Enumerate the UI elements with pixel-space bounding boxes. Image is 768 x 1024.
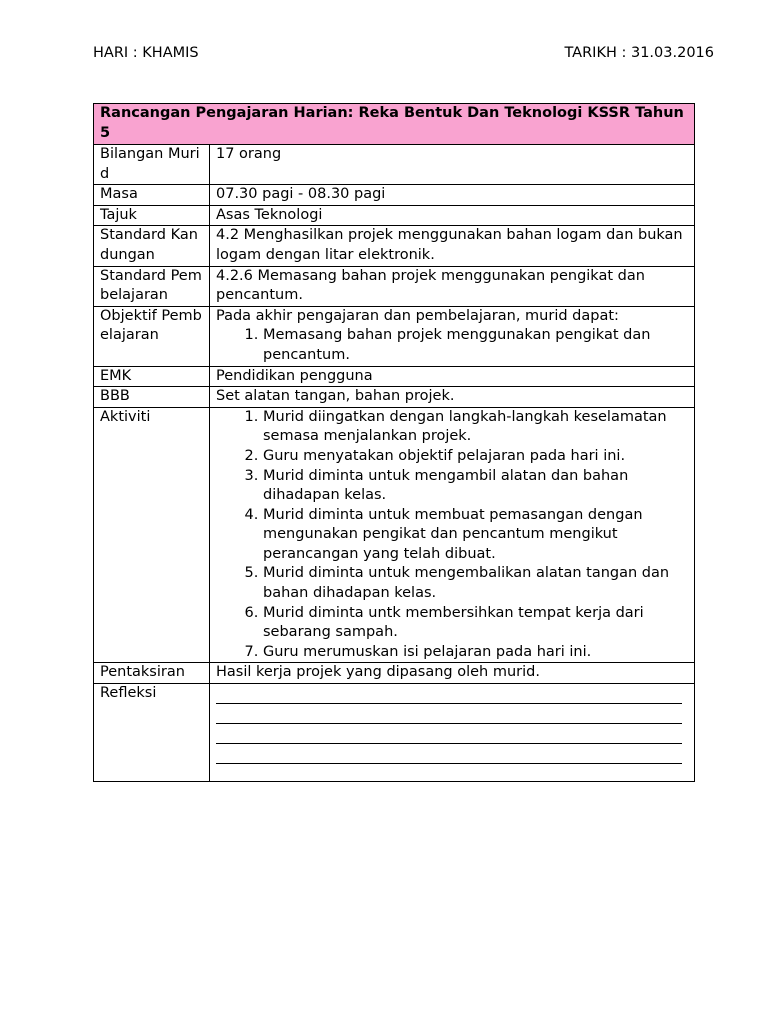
list-item: 7. Guru merumuskan isi pelajaran pada hari ini. [263,643,688,663]
row-label-bilangan: Bilangan Murid [94,145,210,185]
row-label-refleksi: Refleksi [94,684,210,782]
list-item: 3. Murid diminta untuk mengambil alatan dan bahan dihadapan kelas. [263,467,688,506]
table-title: Rancangan Pengajaran Harian: Reka Bentuk Dan Teknologi KSSR Tahun 5 [94,104,695,145]
table-row [94,684,695,782]
list-item: 6. Murid diminta untk membersihkan tempat kerja dari sebarang sampah. [263,604,688,643]
row-label-tajuk: Tajuk [94,205,210,226]
lesson-plan-table [93,103,695,782]
row-value-bilangan: 17 orang [210,145,695,185]
reflection-line [216,704,682,724]
list-item: 2. Guru menyatakan objektif pelajaran pada hari ini. [263,447,688,467]
list-item: 4. Murid diminta untuk membuat pemasangan dengan mengunakan pengikat dan pencantum mengikut perancangan yang telah dibuat. [263,506,688,565]
table-row [94,663,695,684]
row-label-standard-pembelajaran: Standard Pembelajaran [94,266,210,306]
row-label-standard-kandungan: Standard Kandungan [94,226,210,266]
table-row [94,205,695,226]
objektif-list [216,326,688,365]
row-label-masa: Masa [94,185,210,206]
day-label: HARI : KHAMIS [93,45,199,61]
reflection-line [216,684,682,704]
date-label: TARIKH : 31.03.2016 [564,45,714,61]
aktiviti-list [216,408,688,663]
table-row [94,407,695,663]
list-item: 5. Murid diminta untuk mengembalikan alatan tangan dan bahan dihadapan kelas. [263,564,688,603]
row-value-objektif [210,306,695,366]
list-item: 1. Murid diingatkan dengan langkah-langkah keselamatan semasa menjalankan projek. [263,408,688,447]
row-value-masa: 07.30 pagi - 08.30 pagi [210,185,695,206]
list-item: 1. Memasang bahan projek menggunakan pengikat dan pencantum. [263,326,688,365]
table-row [94,226,695,266]
row-value-tajuk: Asas Teknologi [210,205,695,226]
row-label-pentaksiran: Pentaksiran [94,663,210,684]
table-row [94,145,695,185]
row-value-standard-pembelajaran: 4.2.6 Memasang bahan projek menggunakan pengikat dan pencantum. [210,266,695,306]
row-value-standard-kandungan: 4.2 Menghasilkan projek menggunakan bahan logam dan bukan logam dengan litar elektronik. [210,226,695,266]
row-value-pentaksiran: Hasil kerja projek yang dipasang oleh murid. [210,663,695,684]
table-row [94,387,695,408]
objektif-intro: Pada akhir pengajaran dan pembelajaran, murid dapat: [216,307,619,324]
reflection-line [216,744,682,764]
table-row [94,366,695,387]
table-row [94,306,695,366]
row-label-objektif: Objektif Pembelajaran [94,306,210,366]
row-value-aktiviti [210,407,695,663]
table-row [94,266,695,306]
row-value-refleksi [210,684,695,782]
row-label-bbb: BBB [94,387,210,408]
table-title-row [94,104,695,145]
table-row [94,185,695,206]
row-value-bbb: Set alatan tangan, bahan projek. [210,387,695,408]
row-label-aktiviti: Aktiviti [94,407,210,663]
reflection-line [216,724,682,744]
row-label-emk: EMK [94,366,210,387]
row-value-emk: Pendidikan pengguna [210,366,695,387]
